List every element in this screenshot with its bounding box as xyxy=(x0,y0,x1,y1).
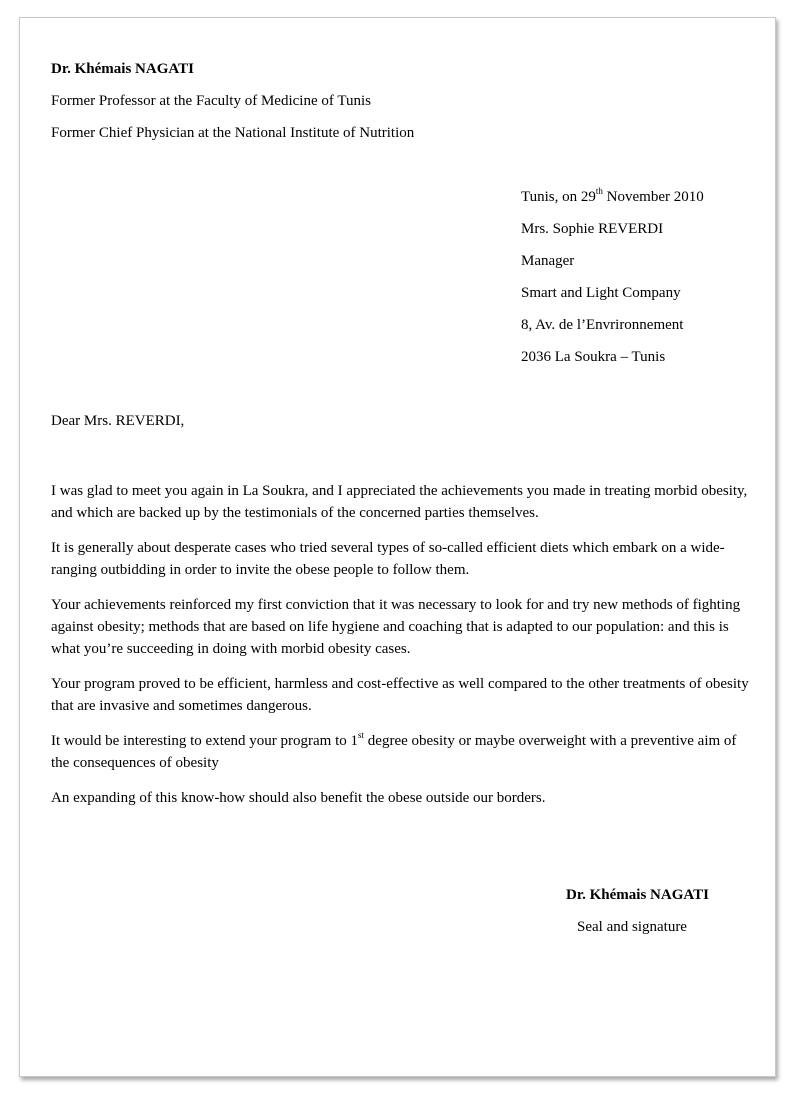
paragraph-5-suffix: degree obesity or maybe overweight with a preventive aim of the consequences of obesity xyxy=(51,733,737,771)
body-paragraph-4: Your program proved to be efficient, harmless and cost-effective as well compared to the other treatments of obesity that are invasive and sometimes dangerous. xyxy=(51,676,749,714)
body-paragraph-5 xyxy=(51,730,756,774)
paragraph-5-superscript: st xyxy=(358,730,365,740)
date-superscript: th xyxy=(595,186,603,196)
sender-name: Dr. Khémais NAGATI xyxy=(51,61,194,77)
recipient-name: Mrs. Sophie REVERDI xyxy=(521,221,664,237)
body-paragraph-6: An expanding of this know-how should also benefit the obese outside our borders. xyxy=(51,790,546,806)
sender-line-1: Former Professor at the Faculty of Medicine of Tunis xyxy=(51,93,371,109)
recipient-address-2: 2036 La Soukra – Tunis xyxy=(521,349,666,365)
body-paragraph-1: I was glad to meet you again in La Soukra, and I appreciated the achievements you made in treating morbid obesity, and which are backed up by the testimonials of the concerned parties themselves. xyxy=(51,483,748,521)
paragraph-5-prefix: It would be interesting to extend your program to 1 xyxy=(51,733,359,749)
recipient-address-1: 8, Av. de l’Envrironnement xyxy=(521,317,684,333)
letter-page xyxy=(19,17,776,1077)
body-paragraph-2: It is generally about desperate cases who tried several types of so-called efficient diets which embark on a wide-ranging outbidding in order to invite the obese people to follow them. xyxy=(51,540,725,578)
sender-line-2: Former Chief Physician at the National Institute of Nutrition xyxy=(51,125,415,141)
closing-name: Dr. Khémais NAGATI xyxy=(566,887,709,903)
body-paragraph-3: Your achievements reinforced my first conviction that it was necessary to look for and try new methods of fighting against obesity; methods that are based on life hygiene and coaching that is adapted to our population: and this is what you’re succeeding in doing with morbid obesity cases. xyxy=(51,597,741,657)
date-suffix: November 2010 xyxy=(602,189,704,205)
date-prefix: Tunis, on 29 xyxy=(521,189,596,205)
salutation: Dear Mrs. REVERDI, xyxy=(51,413,185,429)
seal-and-signature: Seal and signature xyxy=(577,919,687,935)
recipient-title: Manager xyxy=(521,253,575,269)
recipient-company: Smart and Light Company xyxy=(521,285,681,301)
letter-date xyxy=(521,188,704,206)
